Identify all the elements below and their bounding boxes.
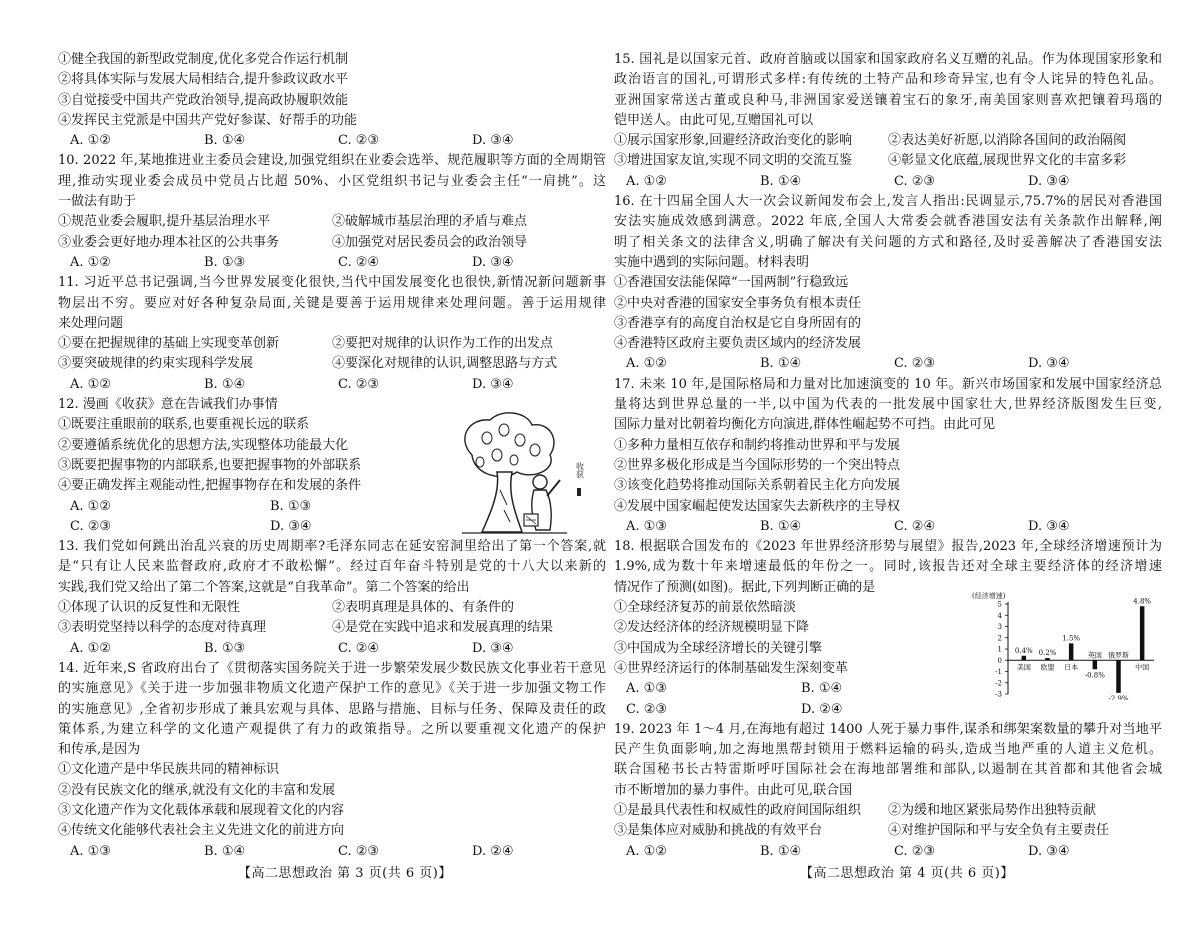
option: ③表明党坚持以科学的态度对待真理 bbox=[58, 620, 267, 636]
y-tick-label: 5 bbox=[997, 600, 1002, 609]
option: ④加强党对居民委员会的政治领导 bbox=[332, 234, 528, 250]
answer-row bbox=[58, 639, 606, 659]
category-label: 美国 bbox=[1016, 663, 1031, 672]
answer-b: B. ①④ bbox=[204, 133, 246, 149]
answer-a: A. ①② bbox=[70, 133, 111, 149]
question-stem: 实践,我们党又给出了第二个答案,这就是“自我革命”。第二个答案的给出 bbox=[58, 579, 470, 595]
option: ②要遵循系统优化的思想方法,实现整体功能最大化 bbox=[58, 437, 349, 453]
option: ④要正确发挥主观能动性,把握事物存在和发展的条件 bbox=[58, 478, 362, 494]
value-label: 4.8% bbox=[1133, 597, 1152, 606]
option: ②将具体实际与发展大局相结合,提升参政议政水平 bbox=[58, 72, 349, 88]
option: ①全球经济复苏的前景依然暗淡 bbox=[614, 600, 797, 616]
question-stem: 铠甲送人。由此可见,互赠国礼可以 bbox=[614, 112, 814, 128]
answer-row bbox=[58, 497, 470, 517]
question-stem: 是“只有让人民来监督政府,政府才不敢松懈”。经过百年奋斗特别是党的十八大以来新的 bbox=[58, 559, 606, 575]
category-label: 日本 bbox=[1064, 663, 1079, 672]
answer-c: C. ②④ bbox=[894, 518, 936, 534]
question-stem: 政治语言的国礼,可谓形式多样:有传统的土特产品和珍奇异宝,也有令人诧异的特色礼品。 bbox=[614, 72, 1162, 88]
answer-b: B. ①④ bbox=[760, 356, 802, 372]
answer-d: D. ③④ bbox=[270, 518, 312, 534]
category-label: 欧盟 bbox=[1040, 663, 1055, 672]
y-tick-label: -2 bbox=[995, 679, 1002, 688]
answer-d: D. ③④ bbox=[1028, 843, 1070, 859]
question-stem: 亚洲国家常送古董或良种马,非洲国家爱送镶着宝石的象牙,南美国家则喜欢把镶着玛瑙的 bbox=[614, 92, 1162, 108]
value-label: 0.4% bbox=[1014, 646, 1033, 655]
option: ②表明真理是具体的、有条件的 bbox=[332, 600, 515, 616]
option: ②要把对规律的认识作为工作的出发点 bbox=[332, 336, 554, 352]
answer-row bbox=[58, 517, 470, 537]
option: ③是集体应对威胁和挑战的有效平台 bbox=[614, 823, 823, 839]
question-stem: 策体系,为建立科学的文化遗产观提供了有力的政策指导。之所以要重视文化遗产的保护 bbox=[58, 721, 606, 737]
answer-b: B. ①④ bbox=[204, 843, 246, 859]
answer-d: D. ③④ bbox=[472, 254, 514, 270]
question-stem: 的实施意见》,全省初步形成了兼具宏观与具体、思路与措施、目标与任务、保障及责任的政 bbox=[58, 701, 606, 717]
answer-a: A. ①② bbox=[70, 376, 111, 392]
question-stem: 11. 习近平总书记强调,当今世界发展变化很快,当代中国发展变化也很快,新情况新问题新事 bbox=[58, 275, 606, 291]
answer-a: A. ①③ bbox=[626, 681, 667, 697]
answer-c: C. ②④ bbox=[338, 254, 380, 270]
value-label: -2.9% bbox=[1108, 694, 1129, 700]
answer-b: B. ①④ bbox=[760, 173, 802, 189]
question-15 bbox=[614, 50, 1162, 192]
question-14 bbox=[58, 659, 606, 862]
option: ②世界多极化形成是当今国际形势的一个突出特点 bbox=[614, 457, 901, 473]
answer-c: C. ②③ bbox=[338, 843, 380, 859]
question-11 bbox=[58, 273, 606, 395]
question-stem: 安法实施成效感到满意。2022 年底,全国人大常委会就香港国安法有关条款作出解释,阐 bbox=[614, 214, 1162, 230]
question-19 bbox=[614, 720, 1162, 862]
category-label: 俄罗斯 bbox=[1108, 651, 1129, 660]
option-row bbox=[614, 821, 1162, 841]
value-label: -0.8% bbox=[1084, 671, 1105, 680]
question-stem: 18. 根据联合国发布的《2023 年世界经济形势与展望》报告,2023 年,全球经济增速预计为 bbox=[614, 539, 1162, 555]
option: ①规范业委会履职,提升基层治理水平 bbox=[58, 214, 271, 230]
option-row bbox=[58, 233, 606, 253]
option-row bbox=[58, 598, 606, 618]
question-stem: 量将达到世界总量的一半,以中国为代表的一批发展中国家壮大,世界经济版图发生巨变, bbox=[614, 397, 1162, 413]
answer-row bbox=[614, 172, 1162, 192]
answer-b: B. ①④ bbox=[760, 843, 802, 859]
question-stem: 1.9%,成为数十年来增速最低的年份之一。同时,该报告还对全球主要经济体的经济增速 bbox=[614, 559, 1162, 575]
answer-row bbox=[614, 842, 1162, 862]
question-stem: 国际力量对比朝着均衡化方向演进,群体性崛起势不可挡。由此可见 bbox=[614, 417, 996, 433]
answer-b: B. ①④ bbox=[760, 518, 802, 534]
question-stem: 明了相关条文的法律含义,明确了解决有关问题的方式和路径,及时妥善解决了香港国安法 bbox=[614, 234, 1162, 250]
answer-b: B. ①④ bbox=[204, 376, 246, 392]
question-17 bbox=[614, 375, 1162, 537]
answer-c: C. ②③ bbox=[894, 173, 936, 189]
question-16 bbox=[614, 192, 1162, 375]
y-tick-label: 2 bbox=[997, 634, 1002, 643]
question-stem: 14. 近年来,S 省政府出台了《贯彻落实国务院关于进一步繁荣发展少数民族文化事业若干意见 bbox=[58, 660, 606, 676]
option: ②没有民族文化的继承,就没有文化的丰富和发展 bbox=[58, 782, 336, 798]
answer-b: B. ①③ bbox=[204, 640, 246, 656]
answer-c: C. ②③ bbox=[338, 133, 380, 149]
page-footer-right: 【高二思想政治 第 4 页(共 6 页)】 bbox=[800, 866, 1014, 881]
option: ③该变化趋势将推动国际关系朝着民主化方向发展 bbox=[614, 478, 901, 494]
question-13 bbox=[58, 537, 606, 659]
answer-b: B. ①③ bbox=[270, 498, 312, 514]
answer-c: C. ②③ bbox=[894, 843, 936, 859]
option-row bbox=[614, 151, 1162, 171]
question-stem: 12. 漫画《收获》意在告诫我们办事情 bbox=[58, 397, 278, 413]
harvest-cartoon-illustration bbox=[452, 410, 602, 535]
question-stem: 17. 未来 10 年,是国际格局和力量对比加速演变的 10 年。新兴市场国家和发展中国家经济总 bbox=[614, 376, 1162, 392]
answer-a: A. ①② bbox=[626, 843, 667, 859]
answer-c: C. ②③ bbox=[338, 376, 380, 392]
answer-a: A. ①② bbox=[626, 173, 667, 189]
question-10 bbox=[58, 151, 606, 273]
y-tick-label: -3 bbox=[995, 690, 1002, 699]
option: ④是党在实践中追求和发展真理的结果 bbox=[332, 620, 554, 636]
option: ③既要把握事物的内部联系,也要把握事物的外部联系 bbox=[58, 457, 362, 473]
option: ①既要注重眼前的联系,也要重视长远的联系 bbox=[58, 417, 310, 433]
y-tick-label: 3 bbox=[997, 623, 1002, 631]
answer-d: D. ③④ bbox=[472, 133, 514, 149]
answer-a: A. ①③ bbox=[626, 518, 667, 534]
option: ③香港享有的高度自治权是它自身所固有的 bbox=[614, 315, 862, 331]
answer-c: C. ②③ bbox=[626, 701, 668, 717]
option: ④发挥民主党派是中国共产党好参谋、好帮手的功能 bbox=[58, 112, 358, 128]
answer-d: D. ③④ bbox=[1028, 173, 1070, 189]
y-tick-label: 4 bbox=[997, 611, 1002, 620]
option: ④对维护国际和平与安全负有主要责任 bbox=[888, 823, 1110, 839]
bar-5 bbox=[1140, 606, 1145, 660]
option: ④传统文化能够代表社会主义先进文化的前进方向 bbox=[58, 823, 345, 839]
option-row bbox=[614, 801, 1162, 821]
answer-row bbox=[614, 517, 1162, 537]
option: ④世界经济运行的体制基础发生深刻变革 bbox=[614, 660, 849, 676]
option: ②发达经济体的经济规模明显下降 bbox=[614, 620, 810, 636]
answer-row bbox=[58, 375, 606, 395]
answer-d: D. ③④ bbox=[472, 640, 514, 656]
value-label: 0.2% bbox=[1038, 649, 1057, 657]
option: ③文化遗产作为文化载体承载和展现着文化的内容 bbox=[58, 802, 345, 818]
question-9-answers bbox=[58, 131, 606, 151]
question-stem: 19. 2023 年 1～4 月,在海地有超过 1400 人死于暴力事件,谋杀和绑架案数量的攀升对当地平 bbox=[614, 721, 1162, 737]
option: ①体现了认识的反复性和无限性 bbox=[58, 600, 241, 616]
option-row bbox=[614, 131, 1162, 151]
answer-a: A. ①② bbox=[70, 498, 111, 514]
answer-a: A. ①③ bbox=[70, 843, 111, 859]
question-stem: 物层出不穷。要应对好各种复杂局面,关键是要善于运用规律来处理问题。善于运用规律 bbox=[58, 295, 606, 311]
question-9-options bbox=[58, 50, 606, 131]
answer-b: B. ①④ bbox=[801, 681, 843, 697]
option: ①多种力量相互依存和制约将推动世界和平与发展 bbox=[614, 437, 901, 453]
answer-row bbox=[614, 354, 1162, 374]
answer-row bbox=[58, 253, 606, 273]
answer-c: C. ②③ bbox=[70, 518, 112, 534]
question-stem: 10. 2022 年,某地推进业主委员会建设,加强党组织在业委会选举、规范履职等方面的全周期管 bbox=[58, 153, 606, 169]
answer-a: A. ①② bbox=[70, 254, 111, 270]
question-stem: 和传承,是因为 bbox=[58, 742, 141, 758]
option: ②中央对香港的国家安全事务负有根本责任 bbox=[614, 295, 862, 311]
question-stem: 实施中遇到的实际问题。材料表明 bbox=[614, 254, 810, 270]
bar-3 bbox=[1093, 660, 1098, 669]
right-page-column bbox=[614, 50, 1162, 862]
value-label: 1.5% bbox=[1062, 634, 1081, 643]
option: ②表达美好祈愿,以消除各国间的政治隔阂 bbox=[888, 133, 1127, 149]
answer-row bbox=[614, 700, 976, 720]
option-row bbox=[58, 334, 606, 354]
question-stem: 13. 我们党如何跳出治乱兴衰的历史周期率?毛泽东同志在延安窑洞里给出了第一个答案,就 bbox=[58, 539, 606, 555]
option: ①展示国家形象,回避经济政治变化的影响 bbox=[614, 133, 853, 149]
y-tick-label: 0 bbox=[997, 656, 1002, 665]
answer-d: D. ③④ bbox=[1028, 518, 1070, 534]
option: ③要突破规律的约束实现科学发展 bbox=[58, 356, 254, 372]
seal-mark bbox=[577, 488, 581, 496]
option: ①文化遗产是中华民族共同的精神标识 bbox=[58, 762, 280, 778]
answer-row bbox=[614, 679, 976, 699]
y-tick-label: 1 bbox=[997, 645, 1002, 654]
option: ④彰显文化底蕴,展现世界文化的丰富多彩 bbox=[888, 153, 1127, 169]
page-footer-left: 【高二思想政治 第 3 页(共 6 页)】 bbox=[238, 866, 452, 881]
answer-a: A. ①② bbox=[70, 640, 111, 656]
option: ④要深化对规律的认识,调整思路与方式 bbox=[332, 356, 558, 372]
option: ③自觉接受中国共产党政治领导,提高政协履职效能 bbox=[58, 92, 349, 108]
answer-row bbox=[58, 842, 606, 862]
option-row bbox=[58, 212, 606, 232]
option: ②破解城市基层治理的矛盾与难点 bbox=[332, 214, 528, 230]
question-stem: 的实施意见》《关于进一步加强非物质文化遗产保护工作的意见》《关于进一步加强文物工作 bbox=[58, 681, 606, 697]
question-stem: 市不断增加的暴力事件。由此可见,联合国 bbox=[614, 782, 853, 798]
answer-d: D. ③④ bbox=[472, 376, 514, 392]
category-label: 英国 bbox=[1087, 651, 1102, 660]
economic-growth-bar-chart bbox=[968, 590, 1158, 700]
bar-1 bbox=[1045, 658, 1050, 660]
option: ④发展中国家崛起使发达国家失去新秩序的主导权 bbox=[614, 498, 901, 514]
option: ④香港特区政府主要负责区域内的经济发展 bbox=[614, 336, 862, 352]
answer-c: C. ②③ bbox=[894, 356, 936, 372]
question-stem: 来处理问题 bbox=[58, 315, 124, 331]
question-stem: 理,推动实现业委会成员中党员占比超 50%、小区党组织书记与业委会主任“一肩挑”。这 bbox=[58, 173, 606, 189]
question-stem: 民产生负面影响,加之海地黑帮封锁用于燃料运输的码头,造成当地严重的人道主义危机。 bbox=[614, 742, 1162, 758]
answer-c: C. ②④ bbox=[338, 640, 380, 656]
y-axis-label: (经济增速) bbox=[972, 592, 1006, 600]
y-tick-label: -1 bbox=[995, 668, 1002, 676]
answer-d: D. ②④ bbox=[801, 701, 843, 717]
question-stem: 情况作了预测(如图)。据此,下列判断正确的是 bbox=[614, 579, 876, 595]
option: ①香港国安法能保障“一国两制”行稳致远 bbox=[614, 275, 849, 291]
question-stem: 16. 在十四届全国人大一次会议新闻发布会上,发言人指出:民调显示,75.7%的居民对香港国 bbox=[614, 194, 1162, 210]
option: ③中国成为全球经济增长的关键引擎 bbox=[614, 640, 823, 656]
option: ①是最具代表性和权威性的政府间国际组织 bbox=[614, 802, 862, 818]
bar-2 bbox=[1069, 643, 1074, 660]
question-stem: 一做法有助于 bbox=[58, 194, 137, 210]
cartoon-caption: 收获 bbox=[575, 462, 585, 478]
option: ③增进国家友谊,实现不同文明的交流互鉴 bbox=[614, 153, 853, 169]
answer-a: A. ①② bbox=[626, 356, 667, 372]
answer-b: B. ①③ bbox=[204, 254, 246, 270]
category-label: 中国 bbox=[1135, 663, 1150, 672]
option-row bbox=[58, 354, 606, 374]
answer-d: D. ②④ bbox=[472, 843, 514, 859]
option: ①健全我国的新型政党制度,优化多党合作运行机制 bbox=[58, 52, 349, 67]
question-stem: 联合国秘书长古特雷斯呼吁国际社会在海地部署维和部队,以遏制在其首都和其他省会城 bbox=[614, 762, 1162, 778]
bar-0 bbox=[1022, 656, 1027, 661]
option: ①要在把握规律的基础上实现变革创新 bbox=[58, 336, 280, 352]
option: ②为缓和地区紧张局势作出独特贡献 bbox=[888, 802, 1097, 818]
bar-4 bbox=[1116, 660, 1121, 693]
option: ③业委会更好地办理本社区的公共事务 bbox=[58, 234, 280, 250]
option-row bbox=[58, 618, 606, 638]
answer-d: D. ③④ bbox=[1028, 356, 1070, 372]
question-stem: 15. 国礼是以国家元首、政府首脑或以国家和国家政府名义互赠的礼品。作为体现国家形象和 bbox=[614, 52, 1162, 67]
